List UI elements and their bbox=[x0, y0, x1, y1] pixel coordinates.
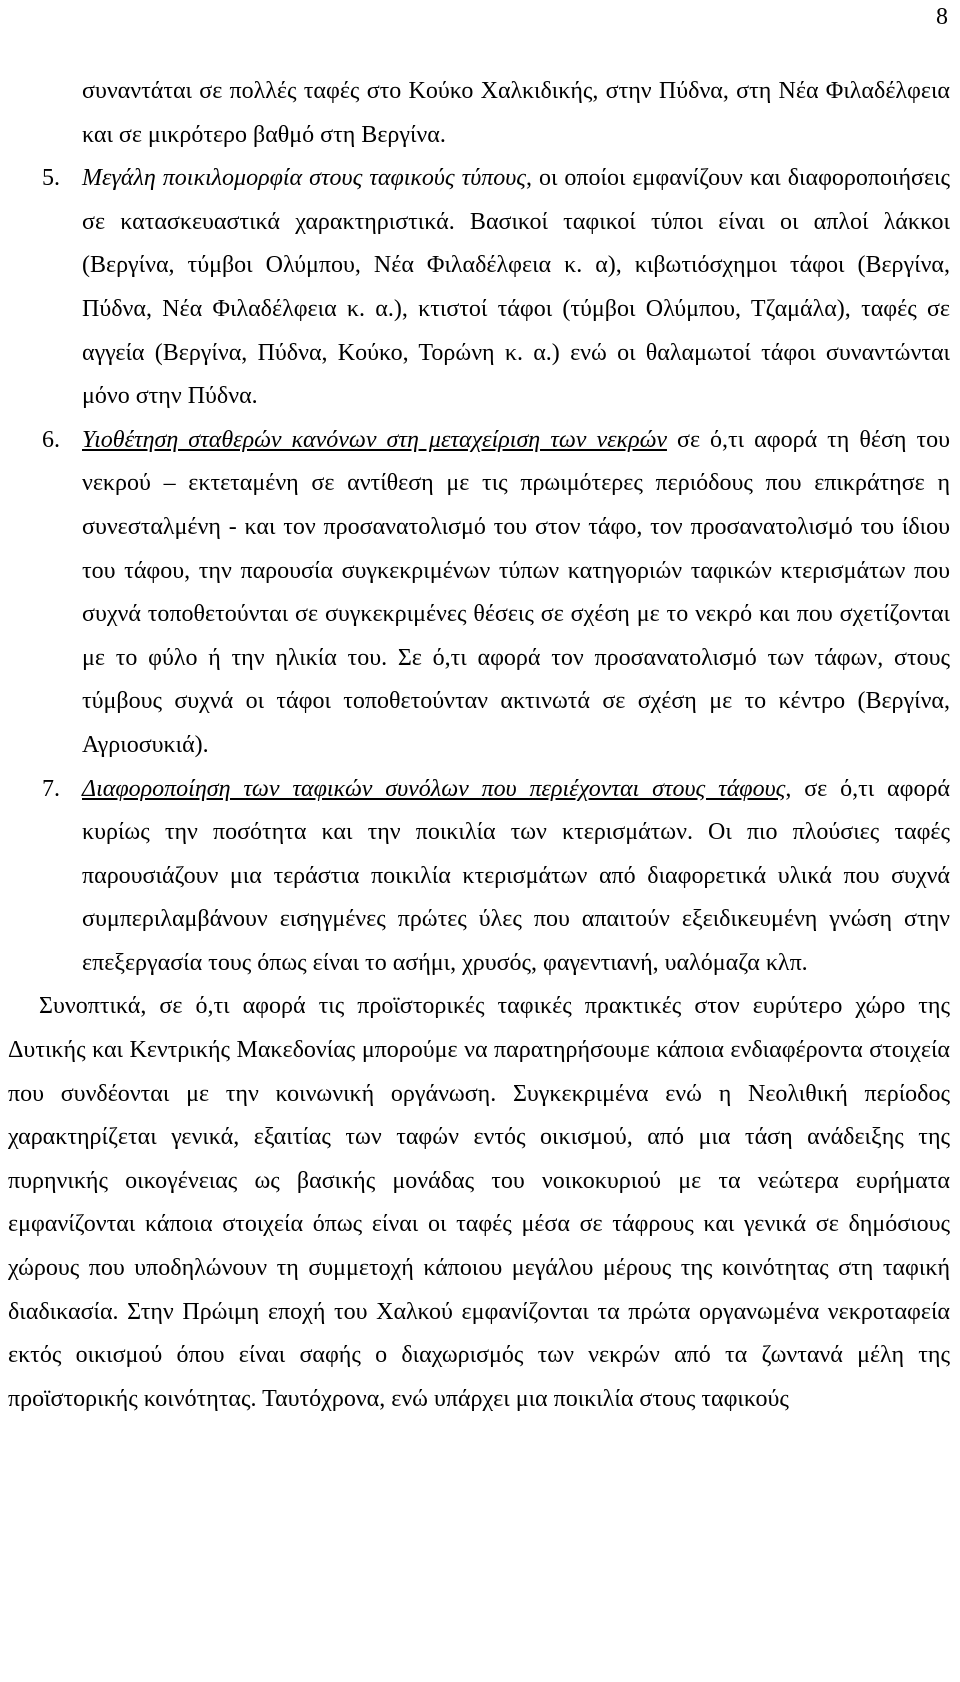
list-item-number: 7. bbox=[42, 775, 60, 802]
list-item-5 bbox=[8, 157, 950, 419]
list-item-7 bbox=[8, 768, 950, 986]
list-item-6 bbox=[8, 419, 950, 768]
document-body bbox=[8, 70, 950, 1421]
item-emphasis: Υιοθέτηση σταθερών κανόνων στη μεταχείριση των νεκρών bbox=[82, 426, 667, 453]
page-number: 8 bbox=[936, 4, 948, 30]
item-emphasis: Διαφοροποίηση των ταφικών συνόλων που περιέχονται στους τάφους bbox=[82, 775, 786, 802]
summary-paragraph: Συνοπτικά, σε ό,τι αφορά τις προϊστορικές ταφικές πρακτικές στον ευρύτερο χώρο της Δυτικής και Κεντρικής Μακεδονίας μπορούμε να παρατηρήσουμε κάποια ενδιαφέροντα στοιχεία που συνδέονται με την κοινωνική οργάνωση. Συγκεκριμένα ενώ η Νεολιθική περίοδος χαρακτηρίζεται γενικά, εξαιτίας των ταφών εντός οικισμού, από μια τάση ανάδειξης της πυρηνικής οικογένειας ως βασικής μονάδας του νοικοκυριού με τα νεώτερα ευρήματα εμφανίζονται κάποια στοιχεία όπως είναι οι ταφές μέσα σε τάφρους και γενικά σε δημόσιους χώρους που υποδηλώνουν τη συμμετοχή κάποιου μεγάλου μέρους της κοινότητας στη ταφική διαδικασία. Στην Πρώιμη εποχή του Χαλκού εμφανίζονται τα πρώτα οργανωμένα νεκροταφεία εκτός οικισμού όπου είναι σαφής ο διαχωρισμός των νεκρών από τα ζωντανά μέλη της προϊστορικής κοινότητας. Ταυτόχρονα, ενώ υπάρχει μια ποικιλία στους ταφικούς bbox=[8, 993, 950, 1412]
continuation-paragraph: συναντάται σε πολλές ταφές στο Κούκο Χαλκιδικής, στην Πύδνα, στη Νέα Φιλαδέλφεια και σε μικρότερο βαθμό στη Βεργίνα. bbox=[82, 78, 950, 148]
list-item-number: 5. bbox=[42, 165, 60, 192]
list-item-number: 6. bbox=[42, 426, 60, 453]
item-text: , σε ό,τι αφορά κυρίως την ποσότητα και την ποικιλία των κτερισμάτων. Οι πιο πλούσιες ταφές παρουσιάζουν μια τεράστια ποικιλία κτερισμάτων από διαφορετικά υλικά που συχνά συμπεριλαμβάνουν εισηγμένες πρώτες ύλες που απαιτούν εξειδικευμένη γνώση στην επεξεργασία τους όπως είναι το ασήμι, χρυσός, φαγεντιανή, υαλόμαζα κλπ. bbox=[82, 775, 951, 976]
item-text: , οι οποίοι εμφανίζουν και διαφοροποιήσεις σε κατασκευαστικά χαρακτηριστικά. Βασικοί ταφικοί τύποι είναι οι απλοί λάκκοι (Βεργίνα, τύμβοι Ολύμπου, Νέα Φιλαδέλφεια κ. α), κιβωτιόσχημοι τάφοι (Βεργίνα, Πύδνα, Νέα Φιλαδέλφεια κ. α.), κτιστοί τάφοι (τύμβοι Ολύμπου, Τζαμάλα), ταφές σε αγγεία (Βεργίνα, Πύδνα, Κούκο, Τορώνη κ. α.) ενώ οι θαλαμωτοί τάφοι συναντώνται μόνο στην Πύδνα. bbox=[82, 165, 950, 410]
item-emphasis: Μεγάλη ποικιλομορφία στους ταφικούς τύπους bbox=[82, 165, 527, 192]
item-text: σε ό,τι αφορά τη θέση του νεκρού – εκτεταμένη σε αντίθεση με τις πρωιμότερες περιόδους που επικράτησε η συνεσταλμένη - και τον προσανατολισμό του στον τάφο, τον προσανατολισμό του ίδιου του τάφου, την παρουσία συγκεκριμένων τύπων κατηγοριών ταφικών κτερισμάτων που συχνά τοποθετούνται σε συγκεκριμένες θέσεις σε σχέση με το νεκρό και που σχετίζονται με το φύλο ή την ηλικία του. Σε ό,τι αφορά τον προσανατολισμό των τάφων, στους τύμβους συχνά οι τάφοι τοποθετούνταν ακτινωτά σε σχέση με το κέντρο (Βεργίνα, Αγριοσυκιά). bbox=[82, 426, 950, 758]
